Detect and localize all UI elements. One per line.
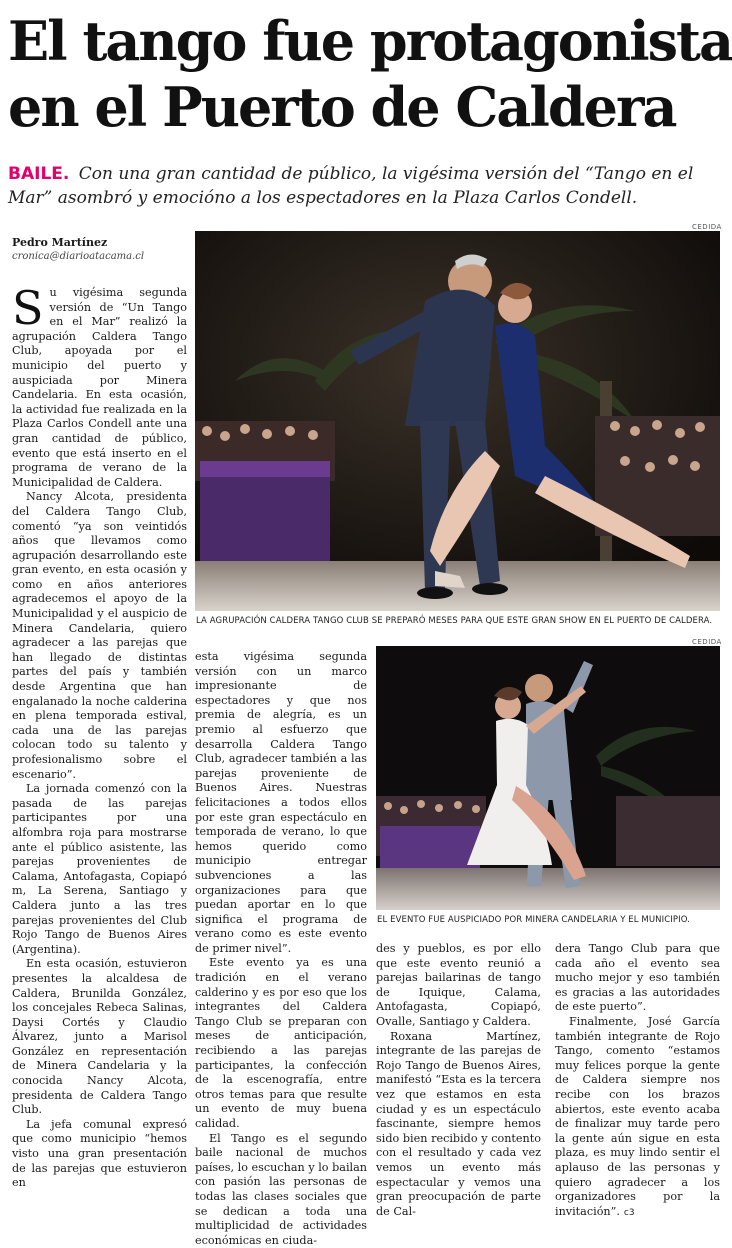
photo-tango-couple-stage <box>195 231 720 611</box>
article-paragraph: des y pueblos, es por ello que este evento reunió a parejas bailarinas de tango de Iquique, Calama, Antofagasta, Copiapó, Ovalle, Santiago y Caldera. <box>376 942 541 1028</box>
article-paragraph: Roxana Martínez, integrante de las parejas de Rojo Tango de Buenos Aires, manifestó “Esta es la tercera vez que estamos en esta ciudad y es un espectáculo fascinante, siempre hemos sido bien recibido y contento con el resultado y cada vez vemos un evento más espectacular y vemos una gran preocupación de parte de Cal- <box>376 1029 541 1218</box>
article-paragraph: esta vigésima segunda versión con un marco impresionante de espectadores y que nos premia de alegría, es un premio al esfuerzo que desarrolla Caldera Tango Club, agradecer también a las parejas proveniente de Buenos Aires. Nuestras felicitaciones a todos ellos por este gran espectáculo en temporada de verano, lo que hemos querido como municipio entregar subvenciones a las organizaciones para que puedan aportar en lo que significa el programa de verano como es este evento de primer nivel”. <box>195 650 367 955</box>
article-paragraph: La jefa comunal expresó que como municipio “hemos visto una gran presentación de las parejas que estuvieron en <box>12 1117 187 1190</box>
headline-line-1: El tango fue protagonista <box>8 9 732 73</box>
lead-text: Con una gran cantidad de público, la vigésima versión del “Tango en el Mar” asombró y emocióno a los espectadores en la Plaza Carlos Condell. <box>8 164 694 208</box>
article-paragraph: El Tango es el segundo baile nacional de muchos países, lo escuchan y lo bailan con pasión las personas de todas las clases sociales que se dedican a toda una multiplicidad de actividades económicas en ciuda- <box>195 1131 367 1247</box>
paragraph-text: u vigésima segunda versión de “Un Tango en el Mar” realizó la agrupación Caldera Tango Club, apoyada por el municipio del puerto y auspiciada por Minera Candelaria. En esta ocasión, la actividad fue realizada en la Plaza Carlos Condell ante una gran cantidad de público, evento que está inserto en el programa de verano de la Municipalidad de Caldera. <box>12 286 187 489</box>
headline <box>8 8 732 140</box>
photo-tango-couple-dancing <box>376 646 720 910</box>
photo-2-illustration <box>376 646 720 910</box>
article-paragraph: La jornada comenzó con la pasada de las parejas participantes por una alfombra roja para mostrarse ante el público asistente, las parejas provenientes de Calama, Antofagasta, Copiapó m, La Serena, Santiago y Caldera junto a las tres parejas provenientes del Club Rojo Tango de Buenos Aires (Argentina). <box>12 782 187 956</box>
byline-author: Pedro Martínez <box>12 236 108 249</box>
lead-paragraph <box>8 162 720 210</box>
article-column-2 <box>195 650 367 1247</box>
article-column-4 <box>555 942 720 1216</box>
article-paragraph: Nancy Alcota, presidenta del Caldera Tango Club, comentó “ya son veintidós años que llevamos como agrupación desarrollando este gran evento, en esta ocasión y como en años anteriores agradecemos el apoyo de la Municipalidad y el auspicio de Minera Candelaria, quiero agradecer a las parejas que han llegado de distintas partes del país y también desde Argentina que han engalanado la noche calderina en plena temporada estival, cada una de las parejas colocan todo su talento y profesionalismo sobre el escenario”. <box>12 490 187 781</box>
headline-line-2: en el Puerto de Caldera <box>8 75 676 139</box>
photo-1-caption: LA AGRUPACIÓN CALDERA TANGO CLUB SE PREPARÓ MESES PARA QUE ESTE GRAN SHOW EN EL PUERTO DE CALDERA. <box>196 616 713 626</box>
drop-cap: S <box>12 281 44 335</box>
end-mark: c3 <box>623 1207 635 1218</box>
paragraph-text: Finalmente, José García también integrante de Rojo Tango, comento “estamos muy felices porque la gente de Caldera siempre nos recibe con los brazos abiertos, este evento acaba de finalizar muy tarde pero la gente aún sigue en esta plaza, es muy lindo sentir el aplauso de las personas y quiero agradecer a los organizadores por la invitación”. <box>555 1014 720 1218</box>
photo-2-credit: CEDIDA <box>692 638 722 646</box>
photo-1-credit: CEDIDA <box>692 223 722 231</box>
article-paragraph: Este evento ya es una tradición en el verano calderino y es por eso que los integrantes del Caldera Tango Club se preparan con meses de anticipación, recibiendo a las parejas participantes, la confección de la escenografía, entre otros temas para que resulte un evento de muy buena calidad. <box>195 956 367 1130</box>
article-column-1 <box>12 281 187 1216</box>
article-paragraph <box>12 281 187 490</box>
article-column-3 <box>376 942 541 1216</box>
byline-email: cronica@diarioatacama.cl <box>12 251 145 262</box>
lead-kicker: BAILE. <box>8 164 70 184</box>
article-paragraph: En esta ocasión, estuvieron presentes la alcaldesa de Caldera, Brunilda González, los concejales Rebeca Salinas, Daysi Cortés y Claudio Álvarez, junto a Marisol González en representación de Minera Candelaria y la conocida Nancy Alcota, presidenta de Caldera Tango Club. <box>12 957 187 1117</box>
photo-2-caption: EL EVENTO FUE AUSPICIADO POR MINERA CANDELARIA Y EL MUNICIPIO. <box>377 915 690 925</box>
article-paragraph <box>555 1015 720 1220</box>
photo-1-illustration <box>195 231 720 611</box>
article-paragraph: dera Tango Club para que cada año el evento sea mucho mejor y eso también es gracias a las autoridades de este puerto”. <box>555 942 720 1014</box>
byline <box>12 236 187 262</box>
